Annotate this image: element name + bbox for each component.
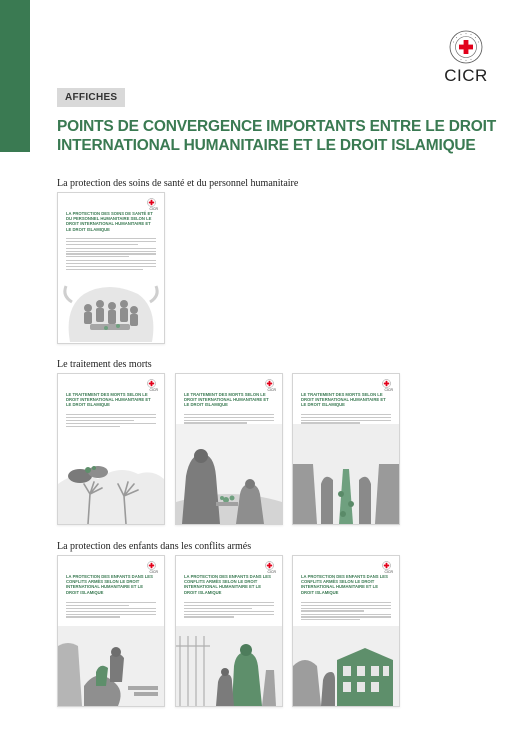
poster-dead-3[interactable] <box>292 373 400 525</box>
poster-logo-text: CICR <box>149 570 158 574</box>
poster-illustration-child-playing <box>58 626 164 706</box>
poster-title: LE TRAITEMENT DES MORTS SELON LE DROIT INTERNATIONAL HUMANITAIRE ET LE DROIT ISLAMIQUE <box>66 392 151 408</box>
poster-dead-1[interactable] <box>57 373 165 525</box>
poster-body-text <box>184 602 274 619</box>
section-tag: AFFICHES <box>57 88 125 107</box>
poster-logo-text: CICR <box>384 570 393 574</box>
poster-emblem-icon <box>265 379 274 388</box>
poster-logo-text: CICR <box>267 570 276 574</box>
section-heading-health-care: La protection des soins de santé et du personnel humanitaire <box>57 178 299 189</box>
green-side-bar <box>0 0 30 152</box>
poster-title: LA PROTECTION DES ENFANTS DANS LES CONFLITS ARMÉS SELON LE DROIT INTERNATIONAL HUMANITAIRE ET LE DROIT ISLAMIQUE <box>301 574 388 595</box>
cicr-logo <box>436 30 496 86</box>
title-line-1: POINTS DE CONVERGENCE IMPORTANTS ENTRE LE DROIT <box>57 118 496 135</box>
poster-emblem-icon <box>147 561 156 570</box>
poster-emblem-icon <box>382 561 391 570</box>
logo-text: CICR <box>444 66 488 85</box>
poster-emblem-icon <box>265 561 274 570</box>
poster-children-2[interactable] <box>175 555 283 707</box>
poster-children-3[interactable] <box>292 555 400 707</box>
poster-emblem-icon <box>147 198 156 207</box>
poster-logo-text: CICR <box>149 207 158 211</box>
poster-logo-text: CICR <box>149 388 158 392</box>
poster-logo-text: CICR <box>384 388 393 392</box>
poster-title: LE TRAITEMENT DES MORTS SELON LE DROIT INTERNATIONAL HUMANITAIRE ET LE DROIT ISLAMIQUE <box>301 392 386 408</box>
poster-logo-text: CICR <box>267 388 276 392</box>
section-heading-dead: Le traitement des morts <box>57 359 152 370</box>
poster-illustration-mother-child <box>176 626 282 706</box>
poster-children-1[interactable] <box>57 555 165 707</box>
poster-illustration-hands <box>58 424 164 524</box>
poster-emblem-icon <box>382 379 391 388</box>
poster-body-text <box>66 602 156 619</box>
page-title <box>57 117 497 155</box>
section-heading-children: La protection des enfants dans les conflits armés <box>57 541 252 552</box>
poster-illustration-teapot <box>58 268 164 343</box>
poster-body-text <box>66 238 156 271</box>
poster-illustration-cemetery <box>293 424 399 524</box>
red-cross-emblem-icon <box>449 30 483 64</box>
poster-illustration-school-building <box>293 626 399 706</box>
poster-body-text <box>301 602 391 622</box>
poster-title: LA PROTECTION DES ENFANTS DANS LES CONFLITS ARMÉS SELON LE DROIT INTERNATIONAL HUMANITAIRE ET LE DROIT ISLAMIQUE <box>66 574 153 595</box>
poster-illustration-mourners <box>176 424 282 524</box>
poster-emblem-icon <box>147 379 156 388</box>
title-line-2: INTERNATIONAL HUMANITAIRE ET LE DROIT ISLAMIQUE <box>57 137 476 154</box>
poster-title: LE TRAITEMENT DES MORTS SELON LE DROIT INTERNATIONAL HUMANITAIRE ET LE DROIT ISLAMIQUE <box>184 392 269 408</box>
poster-health-care[interactable] <box>57 192 165 344</box>
poster-dead-2[interactable] <box>175 373 283 525</box>
poster-title: LA PROTECTION DES SOINS DE SANTÉ ET DU PERSONNEL HUMANITAIRE SELON LE DROIT INTERNATIONAL HUMANITAIRE ET LE DROIT ISLAMIQUE <box>66 211 153 232</box>
poster-title: LA PROTECTION DES ENFANTS DANS LES CONFLITS ARMÉS SELON LE DROIT INTERNATIONAL HUMANITAIRE ET LE DROIT ISLAMIQUE <box>184 574 271 595</box>
